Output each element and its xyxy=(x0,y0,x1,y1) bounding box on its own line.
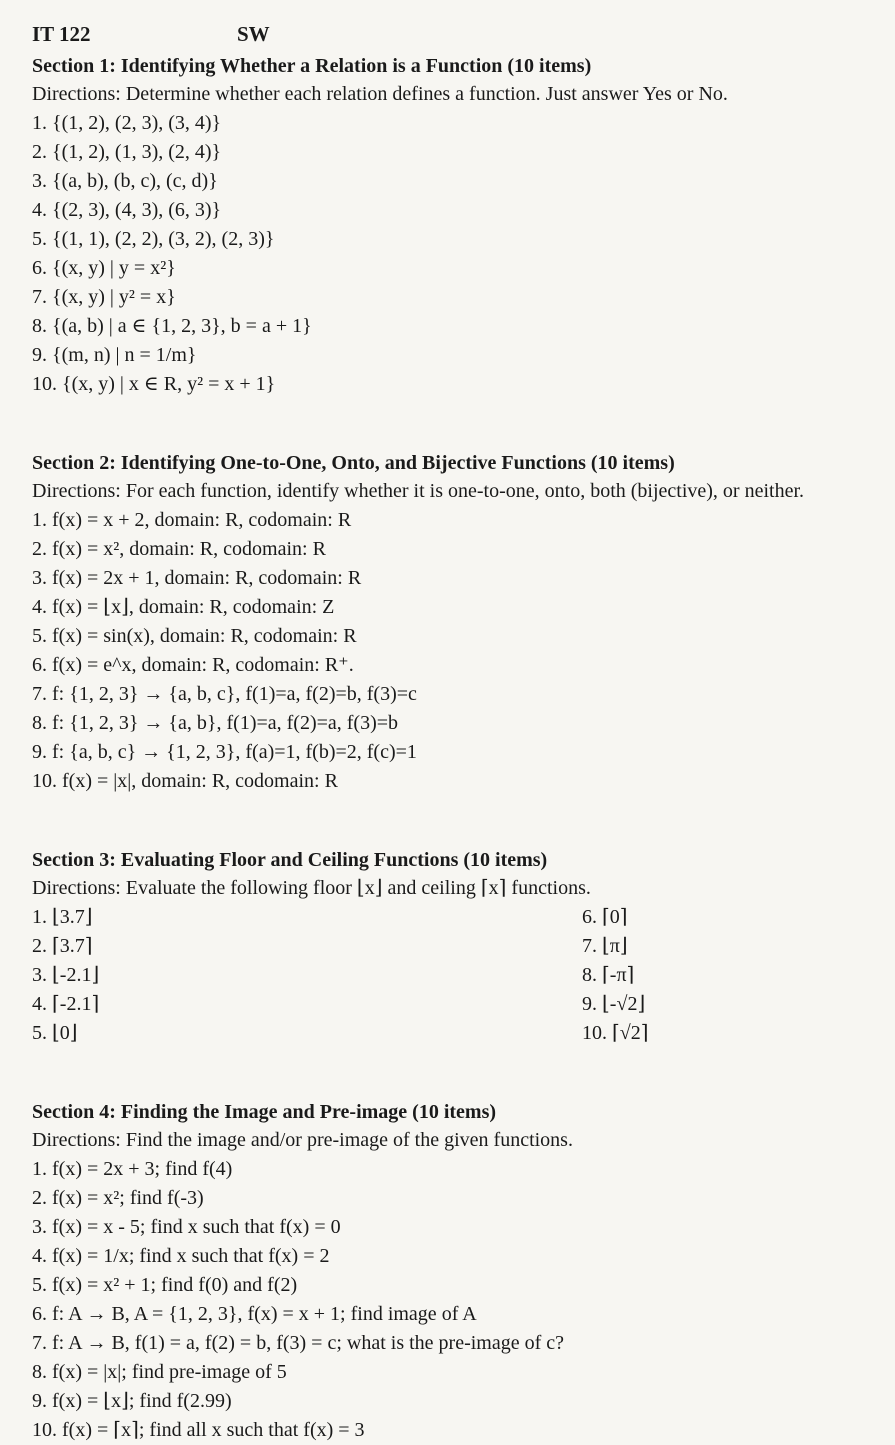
section-3 xyxy=(32,846,872,1048)
section-1-directions: Directions: Determine whether each relation defines a function. Just answer Yes or No. xyxy=(32,83,728,105)
section-2 xyxy=(32,449,872,796)
section-2-title: Section 2: Identifying One-to-One, Onto, and Bijective Functions (10 items) xyxy=(32,452,675,474)
list-item: 2. f(x) = x²; find f(-3) xyxy=(32,1187,204,1209)
list-item: 10. ⌈√2⌉ xyxy=(582,1022,649,1044)
list-item: 6. {(x, y) | y = x²} xyxy=(32,257,176,279)
section-2-directions: Directions: For each function, identify whether it is one-to-one, onto, both (bijective), or neither. xyxy=(32,480,805,502)
list-item: 8. f(x) = |x|; find pre-image of 5 xyxy=(32,1361,287,1383)
list-item: 10. f(x) = ⌈x⌉; find all x such that f(x) = 3 xyxy=(32,1419,365,1441)
list-item: 1. f(x) = 2x + 3; find f(4) xyxy=(32,1158,233,1180)
list-item: 9. {(m, n) | n = 1/m} xyxy=(32,344,197,366)
list-item: 2. {(1, 2), (1, 3), (2, 4)} xyxy=(32,141,222,163)
list-item: 8. f: {1, 2, 3} → {a, b}, f(1)=a, f(2)=a, f(3)=b xyxy=(32,712,399,734)
section-3-left-column xyxy=(32,903,332,1048)
list-item: 7. f: A → B, f(1) = a, f(2) = b, f(3) = c; what is the pre-image of c? xyxy=(32,1332,565,1354)
list-item: 4. f(x) = 1/x; find x such that f(x) = 2 xyxy=(32,1245,330,1267)
list-item: 9. ⌊-√2⌋ xyxy=(582,993,646,1015)
list-item: 6. ⌈0⌉ xyxy=(582,906,628,928)
list-item: 1. f(x) = x + 2, domain: R, codomain: R xyxy=(32,509,352,531)
list-item: 3. f(x) = 2x + 1, domain: R, codomain: R xyxy=(32,567,362,589)
list-item: 5. f(x) = sin(x), domain: R, codomain: R xyxy=(32,625,357,647)
list-item: 2. ⌈3.7⌉ xyxy=(32,935,93,957)
section-3-right-column xyxy=(582,903,782,1048)
section-spacer xyxy=(32,399,872,449)
list-item: 3. {(a, b), (b, c), (c, d)} xyxy=(32,170,218,192)
list-item: 8. ⌈-π⌉ xyxy=(582,964,635,986)
list-item: 5. f(x) = x² + 1; find f(0) and f(2) xyxy=(32,1274,298,1296)
list-item: 6. f(x) = e^x, domain: R, codomain: R⁺. xyxy=(32,654,354,676)
list-item: 4. ⌈-2.1⌉ xyxy=(32,993,100,1015)
list-item: 10. {(x, y) | x ∈ R, y² = x + 1} xyxy=(32,373,276,395)
list-item: 4. {(2, 3), (4, 3), (6, 3)} xyxy=(32,199,222,221)
worksheet-header xyxy=(32,22,872,52)
list-item: 9. f: {a, b, c} → {1, 2, 3}, f(a)=1, f(b)=2, f(c)=1 xyxy=(32,741,417,763)
list-item: 9. f(x) = ⌊x⌋; find f(2.99) xyxy=(32,1390,232,1412)
course-code: IT 122 xyxy=(32,22,91,46)
list-item: 7. f: {1, 2, 3} → {a, b, c}, f(1)=a, f(2)=b, f(3)=c xyxy=(32,683,417,705)
list-item: 7. ⌊π⌋ xyxy=(582,935,628,957)
student-initials: SW xyxy=(237,22,270,46)
section-4-title: Section 4: Finding the Image and Pre-image (10 items) xyxy=(32,1101,497,1123)
list-item: 8. {(a, b) | a ∈ {1, 2, 3}, b = a + 1} xyxy=(32,315,312,337)
list-item: 4. f(x) = ⌊x⌋, domain: R, codomain: Z xyxy=(32,596,335,618)
list-item: 2. f(x) = x², domain: R, codomain: R xyxy=(32,538,326,560)
section-spacer xyxy=(32,1048,872,1098)
list-item: 5. {(1, 1), (2, 2), (3, 2), (2, 3)} xyxy=(32,228,275,250)
list-item: 10. f(x) = |x|, domain: R, codomain: R xyxy=(32,770,338,792)
section-4 xyxy=(32,1098,872,1445)
section-1-title: Section 1: Identifying Whether a Relation is a Function (10 items) xyxy=(32,55,592,77)
list-item: 1. {(1, 2), (2, 3), (3, 4)} xyxy=(32,112,222,134)
list-item: 3. ⌊-2.1⌋ xyxy=(32,964,100,986)
section-1 xyxy=(32,52,872,399)
section-3-columns xyxy=(32,903,872,1048)
worksheet-page xyxy=(32,22,872,1445)
section-spacer xyxy=(32,796,872,846)
list-item: 7. {(x, y) | y² = x} xyxy=(32,286,176,308)
list-item: 1. ⌊3.7⌋ xyxy=(32,906,93,928)
list-item: 5. ⌊0⌋ xyxy=(32,1022,78,1044)
list-item: 3. f(x) = x - 5; find x such that f(x) = 0 xyxy=(32,1216,341,1238)
section-4-directions: Directions: Find the image and/or pre-image of the given functions. xyxy=(32,1129,573,1151)
section-3-directions: Directions: Evaluate the following floor ⌊x⌋ and ceiling ⌈x⌉ functions. xyxy=(32,877,591,899)
section-3-title: Section 3: Evaluating Floor and Ceiling Functions (10 items) xyxy=(32,849,548,871)
list-item: 6. f: A → B, A = {1, 2, 3}, f(x) = x + 1; find image of A xyxy=(32,1303,477,1325)
